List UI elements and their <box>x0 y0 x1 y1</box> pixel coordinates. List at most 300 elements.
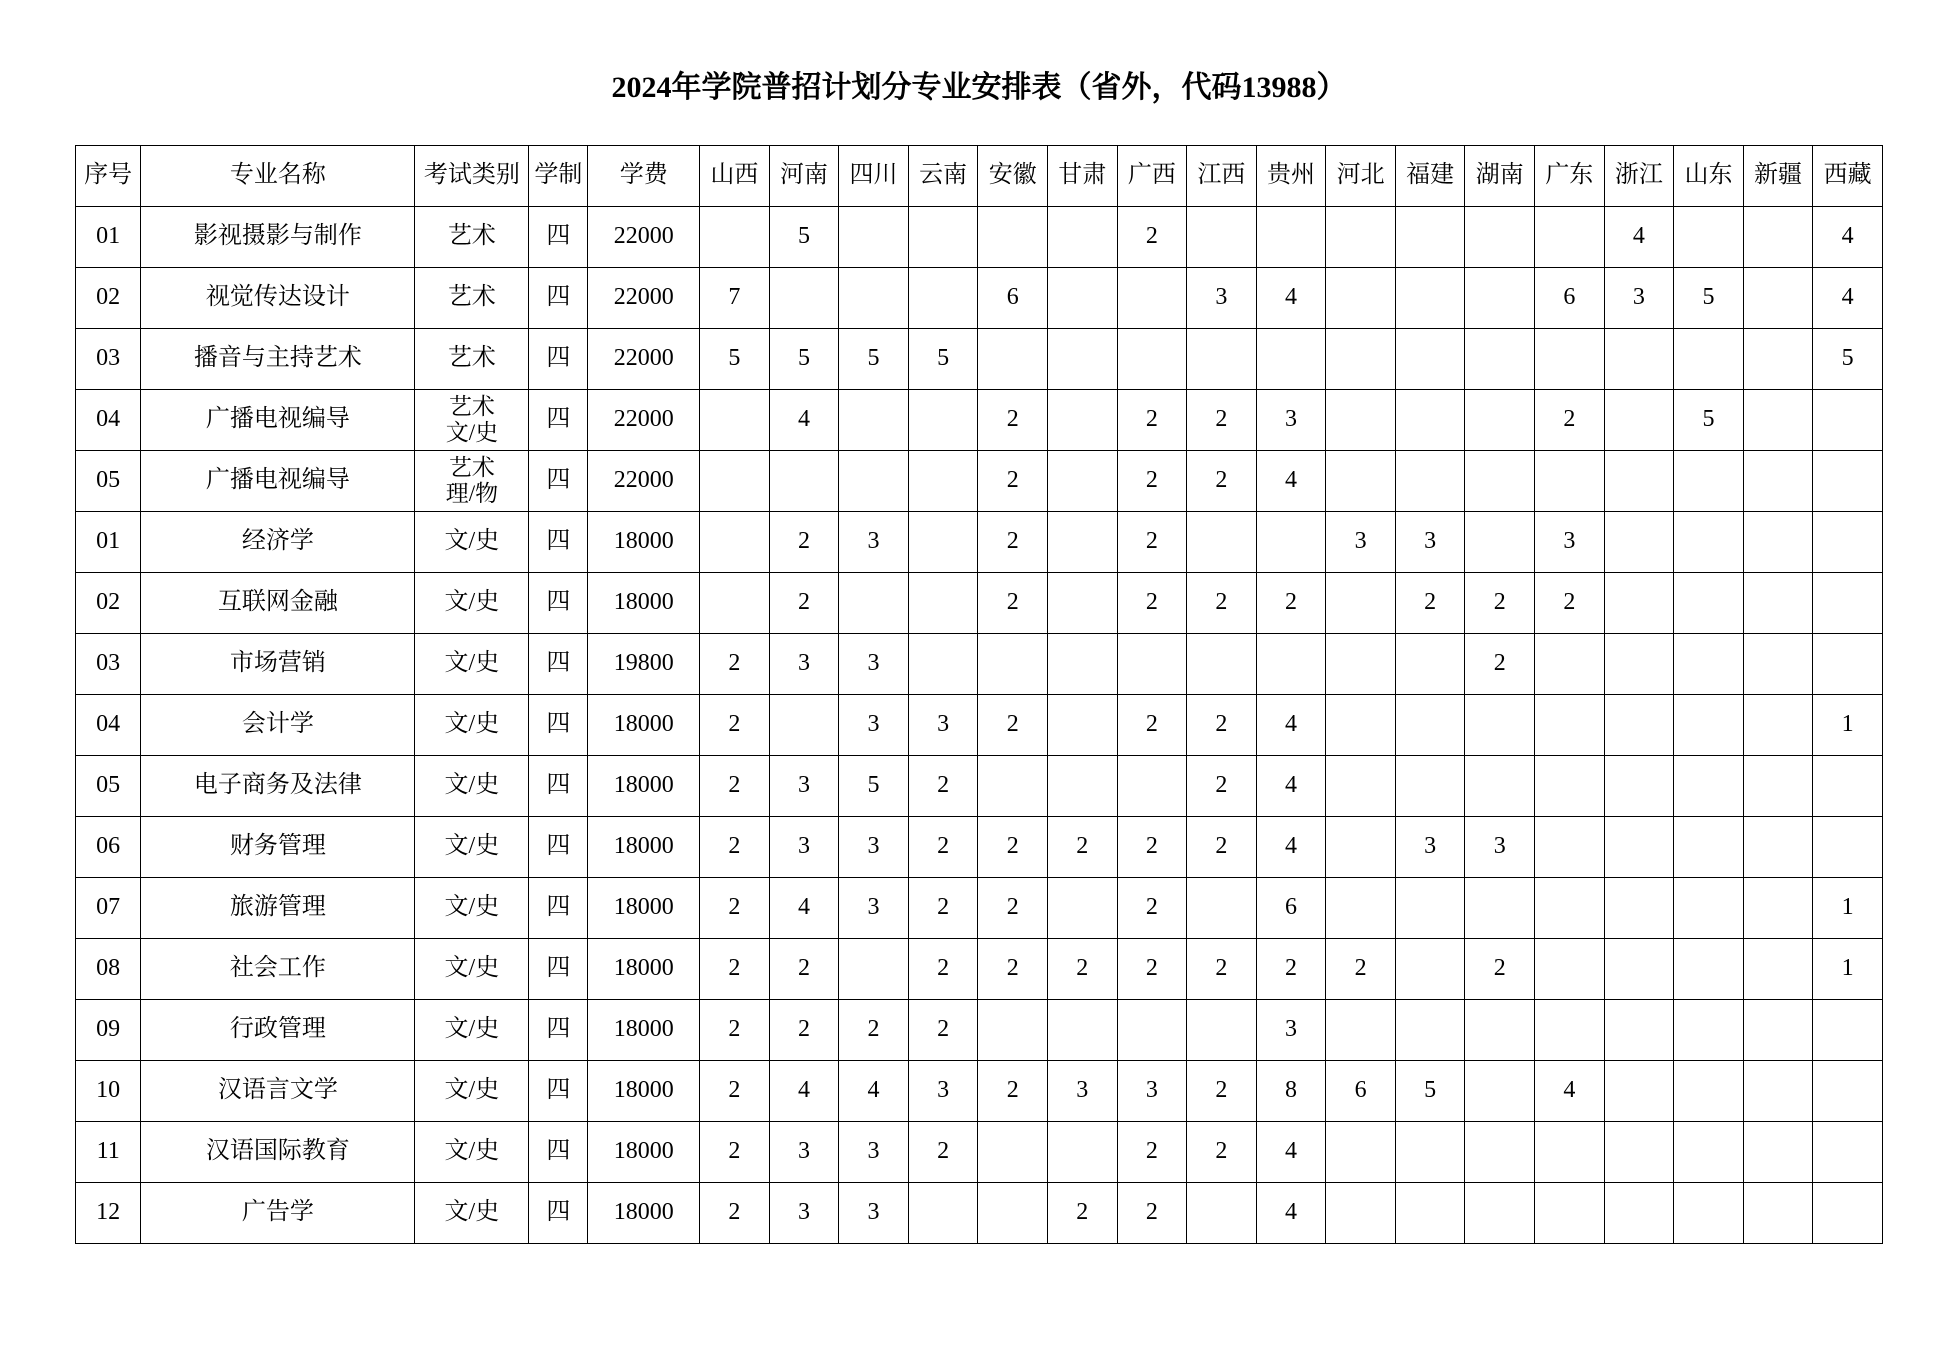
cell-quota: 2 <box>1187 451 1257 512</box>
cell-quota <box>1395 451 1465 512</box>
cell-quota: 2 <box>769 939 839 1000</box>
cell-quota <box>908 268 978 329</box>
table-row <box>76 695 1883 756</box>
column-header-years: 学制 <box>529 146 588 207</box>
cell-quota <box>1743 756 1813 817</box>
cell-exam-category: 文/史 <box>415 878 529 939</box>
cell-quota <box>1674 878 1744 939</box>
table-row <box>76 939 1883 1000</box>
cell-quota: 2 <box>700 695 770 756</box>
cell-tuition-fee: 18000 <box>588 817 700 878</box>
cell-quota <box>1187 1183 1257 1244</box>
cell-quota <box>1047 634 1117 695</box>
cell-quota <box>1465 268 1535 329</box>
cell-quota: 5 <box>769 207 839 268</box>
cell-quota <box>1256 512 1326 573</box>
cell-quota: 3 <box>839 817 909 878</box>
cell-quota <box>1117 756 1187 817</box>
cell-quota <box>908 451 978 512</box>
cell-seq: 04 <box>76 390 141 451</box>
cell-quota <box>1743 451 1813 512</box>
cell-quota <box>1187 207 1257 268</box>
column-header-province: 四川 <box>839 146 909 207</box>
cell-seq: 07 <box>76 878 141 939</box>
cell-quota: 3 <box>1256 390 1326 451</box>
cell-quota <box>839 268 909 329</box>
column-header-major: 专业名称 <box>141 146 415 207</box>
cell-major-name: 播音与主持艺术 <box>141 329 415 390</box>
cell-quota: 3 <box>1256 1000 1326 1061</box>
cell-seq: 02 <box>76 573 141 634</box>
cell-quota: 2 <box>700 1122 770 1183</box>
cell-tuition-fee: 18000 <box>588 695 700 756</box>
cell-tuition-fee: 18000 <box>588 512 700 573</box>
table-row <box>76 1122 1883 1183</box>
cell-years: 四 <box>529 268 588 329</box>
cell-quota <box>1326 817 1396 878</box>
cell-quota <box>1743 268 1813 329</box>
cell-quota <box>1395 1122 1465 1183</box>
cell-quota: 5 <box>700 329 770 390</box>
cell-major-name: 汉语言文学 <box>141 1061 415 1122</box>
cell-quota <box>1535 1122 1605 1183</box>
cell-major-name: 电子商务及法律 <box>141 756 415 817</box>
cell-quota <box>1395 939 1465 1000</box>
cell-quota: 4 <box>1256 451 1326 512</box>
cell-quota <box>1813 1183 1883 1244</box>
table-row <box>76 1000 1883 1061</box>
cell-major-name: 广播电视编导 <box>141 390 415 451</box>
cell-quota: 5 <box>1813 329 1883 390</box>
cell-quota: 2 <box>978 573 1048 634</box>
cell-years: 四 <box>529 695 588 756</box>
cell-quota <box>1395 329 1465 390</box>
cell-quota <box>700 207 770 268</box>
cell-quota: 2 <box>1187 1061 1257 1122</box>
cell-quota <box>1535 634 1605 695</box>
cell-quota <box>1465 1061 1535 1122</box>
cell-quota <box>1813 390 1883 451</box>
cell-quota: 2 <box>908 756 978 817</box>
cell-quota: 2 <box>1047 817 1117 878</box>
cell-quota: 2 <box>1187 573 1257 634</box>
cell-quota: 2 <box>1047 939 1117 1000</box>
cell-quota <box>908 573 978 634</box>
cell-years: 四 <box>529 573 588 634</box>
cell-quota: 4 <box>1256 695 1326 756</box>
cell-quota <box>1117 329 1187 390</box>
cell-quota: 2 <box>1187 817 1257 878</box>
cell-quota: 2 <box>908 1000 978 1061</box>
cell-quota: 3 <box>1395 512 1465 573</box>
cell-quota <box>1813 451 1883 512</box>
cell-quota: 4 <box>1813 207 1883 268</box>
cell-quota <box>1743 695 1813 756</box>
cell-quota: 2 <box>769 573 839 634</box>
cell-major-name: 汉语国际教育 <box>141 1122 415 1183</box>
cell-exam-category: 文/史 <box>415 939 529 1000</box>
cell-quota: 3 <box>769 634 839 695</box>
cell-quota: 5 <box>1674 268 1744 329</box>
cell-quota: 4 <box>1604 207 1674 268</box>
cell-quota <box>1535 451 1605 512</box>
cell-quota <box>1187 512 1257 573</box>
cell-quota: 5 <box>839 329 909 390</box>
cell-quota <box>1604 1000 1674 1061</box>
cell-quota <box>839 390 909 451</box>
table-row <box>76 878 1883 939</box>
cell-major-name: 互联网金融 <box>141 573 415 634</box>
cell-quota: 2 <box>700 634 770 695</box>
cell-quota <box>1743 1122 1813 1183</box>
cell-quota <box>1047 268 1117 329</box>
cell-quota <box>769 268 839 329</box>
cell-quota: 4 <box>839 1061 909 1122</box>
cell-tuition-fee: 22000 <box>588 329 700 390</box>
cell-quota <box>1256 329 1326 390</box>
cell-quota: 3 <box>908 1061 978 1122</box>
cell-major-name: 旅游管理 <box>141 878 415 939</box>
cell-quota: 2 <box>839 1000 909 1061</box>
cell-quota: 3 <box>1047 1061 1117 1122</box>
cell-quota <box>908 1183 978 1244</box>
cell-exam-category: 文/史 <box>415 695 529 756</box>
cell-quota: 2 <box>1256 573 1326 634</box>
cell-quota: 2 <box>700 1000 770 1061</box>
cell-years: 四 <box>529 817 588 878</box>
cell-quota <box>1604 817 1674 878</box>
cell-quota <box>1604 695 1674 756</box>
cell-exam-category: 艺术 <box>415 207 529 268</box>
cell-quota: 2 <box>1187 1122 1257 1183</box>
cell-major-name: 财务管理 <box>141 817 415 878</box>
cell-major-name: 市场营销 <box>141 634 415 695</box>
cell-quota: 6 <box>978 268 1048 329</box>
enrollment-plan-table-wrapper <box>75 145 1883 1244</box>
column-header-province: 福建 <box>1395 146 1465 207</box>
cell-quota <box>839 207 909 268</box>
cell-quota: 2 <box>1326 939 1396 1000</box>
cell-quota <box>1743 817 1813 878</box>
cell-quota <box>978 1000 1048 1061</box>
cell-quota <box>1604 1061 1674 1122</box>
cell-quota <box>1674 207 1744 268</box>
cell-tuition-fee: 22000 <box>588 207 700 268</box>
cell-quota: 3 <box>839 634 909 695</box>
cell-quota: 3 <box>769 756 839 817</box>
cell-quota: 2 <box>1535 390 1605 451</box>
cell-exam-category: 文/史 <box>415 817 529 878</box>
cell-quota <box>1465 695 1535 756</box>
column-header-province: 西藏 <box>1813 146 1883 207</box>
table-row <box>76 634 1883 695</box>
cell-quota <box>1047 695 1117 756</box>
cell-quota: 5 <box>908 329 978 390</box>
cell-quota: 4 <box>1256 1122 1326 1183</box>
cell-quota: 2 <box>1465 939 1535 1000</box>
cell-quota: 8 <box>1256 1061 1326 1122</box>
cell-quota: 4 <box>769 390 839 451</box>
cell-quota <box>1326 207 1396 268</box>
cell-quota: 2 <box>1117 512 1187 573</box>
cell-quota <box>1465 1122 1535 1183</box>
cell-quota: 2 <box>1117 390 1187 451</box>
cell-tuition-fee: 19800 <box>588 634 700 695</box>
cell-quota <box>1395 1000 1465 1061</box>
cell-quota <box>1674 817 1744 878</box>
cell-quota <box>1674 1000 1744 1061</box>
column-header-province: 河南 <box>769 146 839 207</box>
table-row <box>76 756 1883 817</box>
cell-quota <box>1674 695 1744 756</box>
cell-quota <box>1465 878 1535 939</box>
cell-quota <box>1187 1000 1257 1061</box>
cell-seq: 02 <box>76 268 141 329</box>
cell-quota <box>1604 939 1674 1000</box>
cell-quota: 2 <box>700 756 770 817</box>
cell-quota <box>1326 268 1396 329</box>
cell-quota: 1 <box>1813 939 1883 1000</box>
cell-quota: 3 <box>908 695 978 756</box>
cell-quota: 2 <box>1117 573 1187 634</box>
cell-quota <box>1047 512 1117 573</box>
cell-quota: 4 <box>1535 1061 1605 1122</box>
column-header-category: 考试类别 <box>415 146 529 207</box>
cell-quota <box>1465 451 1535 512</box>
cell-quota: 4 <box>769 1061 839 1122</box>
cell-quota <box>1326 878 1396 939</box>
cell-years: 四 <box>529 451 588 512</box>
table-row <box>76 1061 1883 1122</box>
cell-quota: 2 <box>769 512 839 573</box>
cell-quota: 3 <box>839 1122 909 1183</box>
cell-quota: 3 <box>1535 512 1605 573</box>
cell-quota <box>1395 756 1465 817</box>
table-row <box>76 817 1883 878</box>
cell-exam-category: 文/史 <box>415 1183 529 1244</box>
cell-quota <box>1674 1122 1744 1183</box>
column-header-province: 广东 <box>1535 146 1605 207</box>
cell-quota <box>1465 390 1535 451</box>
cell-quota <box>1813 1000 1883 1061</box>
cell-quota <box>1604 634 1674 695</box>
cell-quota: 3 <box>1395 817 1465 878</box>
cell-quota <box>1813 1061 1883 1122</box>
cell-quota: 2 <box>769 1000 839 1061</box>
cell-quota <box>1604 573 1674 634</box>
cell-quota <box>1743 634 1813 695</box>
column-header-province: 云南 <box>908 146 978 207</box>
cell-quota <box>1743 939 1813 1000</box>
column-header-province: 湖南 <box>1465 146 1535 207</box>
cell-quota <box>700 573 770 634</box>
column-header-province: 江西 <box>1187 146 1257 207</box>
cell-quota: 4 <box>1256 1183 1326 1244</box>
cell-quota <box>1326 634 1396 695</box>
cell-tuition-fee: 18000 <box>588 1000 700 1061</box>
cell-years: 四 <box>529 939 588 1000</box>
cell-quota <box>1743 390 1813 451</box>
cell-quota: 2 <box>908 817 978 878</box>
cell-exam-category: 文/史 <box>415 1000 529 1061</box>
cell-seq: 11 <box>76 1122 141 1183</box>
cell-quota: 5 <box>839 756 909 817</box>
cell-quota <box>1535 1000 1605 1061</box>
cell-years: 四 <box>529 1000 588 1061</box>
cell-quota <box>1535 939 1605 1000</box>
cell-quota <box>1674 451 1744 512</box>
cell-quota <box>700 390 770 451</box>
cell-seq: 08 <box>76 939 141 1000</box>
cell-quota <box>1395 695 1465 756</box>
cell-quota <box>978 634 1048 695</box>
cell-seq: 12 <box>76 1183 141 1244</box>
cell-quota: 2 <box>908 1122 978 1183</box>
cell-exam-category: 艺术 <box>415 329 529 390</box>
cell-exam-category: 文/史 <box>415 756 529 817</box>
cell-years: 四 <box>529 756 588 817</box>
cell-quota <box>1674 329 1744 390</box>
cell-quota <box>1535 1183 1605 1244</box>
cell-quota <box>1256 207 1326 268</box>
cell-years: 四 <box>529 634 588 695</box>
cell-quota: 2 <box>700 817 770 878</box>
cell-quota: 2 <box>1117 207 1187 268</box>
cell-quota: 1 <box>1813 695 1883 756</box>
cell-quota <box>1535 329 1605 390</box>
cell-quota <box>1535 817 1605 878</box>
cell-exam-category: 文/史 <box>415 1061 529 1122</box>
table-row <box>76 268 1883 329</box>
cell-quota: 2 <box>1117 1122 1187 1183</box>
cell-quota: 2 <box>978 817 1048 878</box>
cell-quota: 3 <box>839 878 909 939</box>
cell-quota: 2 <box>1117 878 1187 939</box>
cell-quota <box>1395 634 1465 695</box>
cell-quota <box>1813 634 1883 695</box>
cell-quota <box>1047 1122 1117 1183</box>
cell-quota <box>1674 1061 1744 1122</box>
cell-quota <box>978 207 1048 268</box>
cell-quota: 2 <box>908 878 978 939</box>
column-header-province: 甘肃 <box>1047 146 1117 207</box>
cell-years: 四 <box>529 512 588 573</box>
cell-major-name: 社会工作 <box>141 939 415 1000</box>
cell-quota <box>1395 1183 1465 1244</box>
cell-years: 四 <box>529 878 588 939</box>
cell-quota: 3 <box>1326 512 1396 573</box>
cell-quota: 3 <box>1604 268 1674 329</box>
cell-tuition-fee: 22000 <box>588 390 700 451</box>
cell-quota <box>1395 268 1465 329</box>
column-header-province: 广西 <box>1117 146 1187 207</box>
cell-quota <box>1813 1122 1883 1183</box>
cell-quota: 4 <box>769 878 839 939</box>
cell-quota <box>1743 207 1813 268</box>
column-header-province: 山西 <box>700 146 770 207</box>
cell-years: 四 <box>529 329 588 390</box>
cell-quota <box>1465 1000 1535 1061</box>
cell-quota <box>1604 451 1674 512</box>
cell-quota <box>1743 512 1813 573</box>
cell-quota <box>978 329 1048 390</box>
cell-major-name: 经济学 <box>141 512 415 573</box>
cell-seq: 05 <box>76 451 141 512</box>
cell-quota: 3 <box>839 1183 909 1244</box>
cell-quota <box>1187 329 1257 390</box>
cell-quota: 3 <box>1117 1061 1187 1122</box>
cell-quota: 6 <box>1326 1061 1396 1122</box>
cell-quota: 4 <box>1256 268 1326 329</box>
cell-quota <box>839 939 909 1000</box>
cell-quota: 2 <box>1395 573 1465 634</box>
cell-quota <box>1117 1000 1187 1061</box>
cell-quota: 3 <box>769 1122 839 1183</box>
page-title: 2024年学院普招计划分专业安排表（省外，代码13988） <box>611 71 1347 104</box>
cell-quota: 2 <box>1117 939 1187 1000</box>
column-header-province: 浙江 <box>1604 146 1674 207</box>
cell-quota: 2 <box>978 1061 1048 1122</box>
cell-quota <box>1465 329 1535 390</box>
column-header-province: 河北 <box>1326 146 1396 207</box>
cell-exam-category: 文/史 <box>415 573 529 634</box>
cell-exam-category: 艺术 文/史 <box>415 390 529 451</box>
cell-quota: 5 <box>1395 1061 1465 1122</box>
enrollment-plan-table <box>75 145 1883 1244</box>
cell-quota <box>978 1183 1048 1244</box>
cell-quota <box>908 512 978 573</box>
table-row <box>76 451 1883 512</box>
cell-quota <box>1674 939 1744 1000</box>
cell-quota <box>1604 756 1674 817</box>
cell-quota: 3 <box>769 817 839 878</box>
cell-major-name: 广播电视编导 <box>141 451 415 512</box>
cell-years: 四 <box>529 1061 588 1122</box>
cell-quota: 4 <box>1256 817 1326 878</box>
table-body <box>76 207 1883 1244</box>
cell-quota: 4 <box>1813 268 1883 329</box>
cell-seq: 09 <box>76 1000 141 1061</box>
cell-quota: 2 <box>978 512 1048 573</box>
cell-quota <box>1674 512 1744 573</box>
cell-quota <box>1813 573 1883 634</box>
cell-quota <box>1465 207 1535 268</box>
cell-quota <box>1743 573 1813 634</box>
cell-quota: 2 <box>1187 695 1257 756</box>
cell-seq: 10 <box>76 1061 141 1122</box>
cell-quota <box>1674 634 1744 695</box>
table-header-row <box>76 146 1883 207</box>
cell-quota: 2 <box>978 451 1048 512</box>
cell-quota: 4 <box>1256 756 1326 817</box>
cell-quota <box>700 451 770 512</box>
table-row <box>76 207 1883 268</box>
cell-quota: 2 <box>1047 1183 1117 1244</box>
cell-quota <box>769 451 839 512</box>
cell-quota <box>1326 573 1396 634</box>
cell-exam-category: 文/史 <box>415 512 529 573</box>
cell-quota <box>1743 329 1813 390</box>
cell-quota <box>1813 512 1883 573</box>
cell-quota <box>1187 634 1257 695</box>
cell-quota <box>1047 207 1117 268</box>
cell-quota <box>1047 878 1117 939</box>
cell-tuition-fee: 22000 <box>588 268 700 329</box>
cell-quota: 2 <box>1465 573 1535 634</box>
table-row <box>76 512 1883 573</box>
cell-quota: 3 <box>769 1183 839 1244</box>
cell-quota: 5 <box>1674 390 1744 451</box>
